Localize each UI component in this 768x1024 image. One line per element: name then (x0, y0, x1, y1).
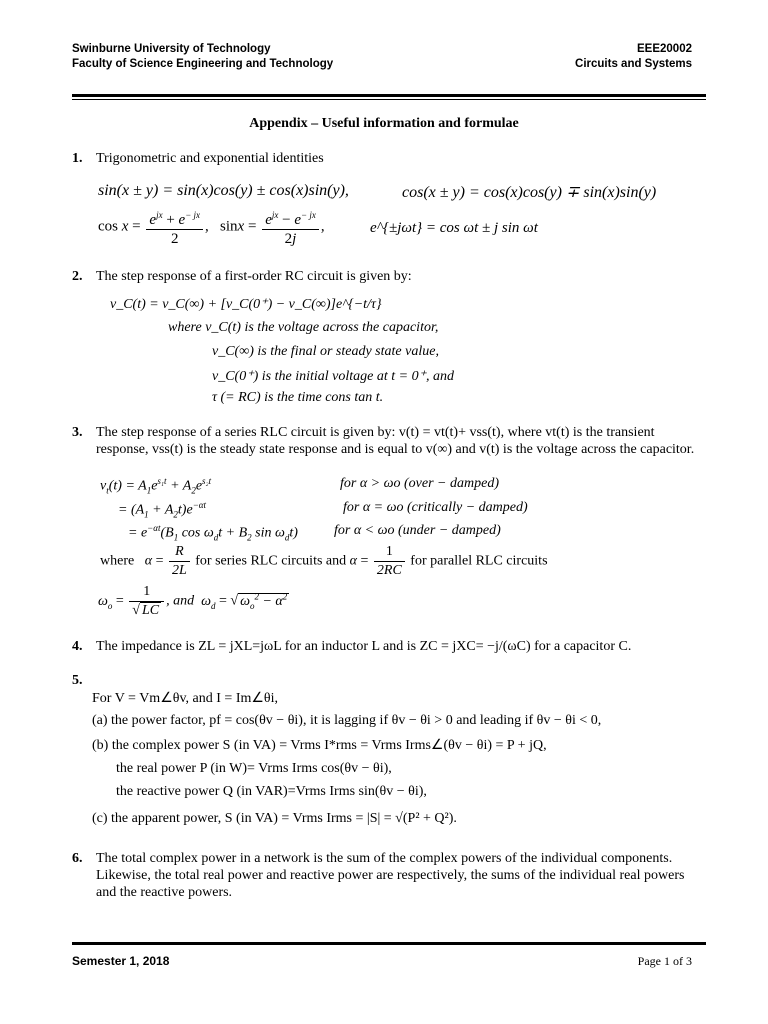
euler-fractions: cos x = $\frac{e^{jx} + e^{- jx}}{2}$ , sinx = $\frac{e^{jx} - e^{- jx}}{2j}$ , (98, 206, 325, 248)
rc-where-3: v_C(0⁺) is the initial voltage at t = 0⁺, and (212, 369, 454, 384)
rc-where-4: τ (= RC) is the time cons tan t. (212, 390, 384, 405)
section-number: 3. (72, 425, 83, 440)
header-rule (72, 94, 706, 97)
footer-rule (72, 942, 706, 945)
power-line-1: For V = Vm∠θv, and I = Im∠θi, (92, 691, 279, 706)
unit-code: EEE20002 (637, 43, 692, 55)
section-6 (72, 850, 706, 901)
rc-step-equation: v_C(t) = v_C(∞) + [v_C(0⁺) − v_C(∞)]e^{−t/τ} (110, 297, 382, 312)
series-label: for series RLC circuits and (195, 553, 347, 569)
rlc-eq-2: = $(A_1 + A_2t)e^{-\alpha t}$ (118, 500, 206, 520)
alpha-definitions: where α = $\frac{R}{2L}$ for series RLC circuits and α = $\frac{1}{2RC}$ for parallel RLC circuits (100, 544, 548, 578)
section-text: The impedance is ZL = jXL=jωL for an inductor L and is ZC = jXC= −j/(ωC) for a capacitor C. (96, 639, 632, 654)
section-3 (72, 424, 706, 458)
header-rule-thin (72, 99, 706, 100)
rlc-eq-1: $v_t(t) = A_1e^{s_1t} + A_2e^{s_2t}$ (100, 476, 212, 496)
section-number: 1. (72, 151, 83, 166)
page-title: Appendix – Useful information and formulae (249, 116, 519, 131)
section-number: 6. (72, 851, 83, 866)
page-number: Page 1 of 3 (637, 954, 692, 968)
section-heading: Trigonometric and exponential identities (96, 151, 324, 166)
parallel-label: for parallel RLC circuits (410, 553, 548, 569)
rlc-condition-3: for α < ωo (under − damped) (334, 523, 501, 538)
rlc-condition-2: for α = ωo (critically − damped) (343, 500, 528, 515)
sin-identity: sin(x ± y) = sin(x)cos(y) ± cos(x)sin(y), (98, 182, 349, 199)
cos-identity: cos(x ± y) = cos(x)cos(y) ∓ sin(x)sin(y) (402, 184, 657, 201)
section-text: The total complex power in a network is the sum of the complex powers of the individual components. Likewise, the total real power and reactive power are respectively, the sums of the individual real powers and the reactive powers. (96, 851, 685, 900)
and-label: , and (166, 593, 195, 609)
faculty-name: Faculty of Science Engineering and Technology (72, 58, 334, 70)
omega-definitions: $\omega_o$ = $\frac{1}{√ LC}$ , and $\omega_d$ = √ $\omega_o^2 - \alpha^2$ (98, 584, 288, 618)
reactive-power-line: the reactive power Q (in VAR)=Vrms Irms sin(θv − θi), (116, 784, 427, 799)
semester-label: Semester 1, 2018 (72, 954, 170, 968)
complex-power-line: (b) the complex power S (in VA) = Vrms I*rms = Vrms Irms∠(θv − θi) = P + jQ, (92, 738, 547, 753)
page-header (72, 42, 692, 72)
university-name: Swinburne University of Technology (72, 43, 271, 55)
section-number: 5. (72, 673, 83, 688)
section-2 (72, 268, 706, 285)
real-power-line: the real power P (in W)= Vrms Irms cos(θv − θi), (116, 761, 392, 776)
page-footer (72, 954, 692, 969)
section-number: 4. (72, 639, 83, 654)
euler-identity: e^{±jωt} = cos ωt ± j sin ωt (370, 220, 538, 236)
section-text: The step response of a first-order RC circuit is given by: (96, 269, 412, 284)
rlc-condition-1: for α > ωo (over − damped) (340, 476, 499, 491)
rc-where-1: where v_C(t) is the voltage across the capacitor, (168, 320, 439, 335)
section-number: 2. (72, 269, 83, 284)
section-1 (72, 150, 706, 167)
apparent-power-line: (c) the apparent power, S (in VA) = Vrms Irms = |S| = √(P² + Q²). (92, 811, 457, 826)
power-factor-line: (a) the power factor, pf = cos(θv − θi), it is lagging if θv − θi > 0 and leading if θv − θi < 0, (92, 713, 602, 728)
unit-name: Circuits and Systems (575, 58, 692, 70)
rlc-eq-3: = $e^{-\alpha t}(B_1$ $\cos \omega_dt + B_2$ $\sin \omega_dt$) (128, 523, 298, 543)
section-4 (72, 638, 706, 655)
section-text: The step response of a series RLC circuit is given by: v(t) = vt(t)+ vss(t), where vt(t) is the transient response, vss(t) is the steady state response and is equal to v(∞) and v(t) is the voltage across the capacitor. (96, 425, 695, 457)
rc-where-2: v_C(∞) is the final or steady state value, (212, 344, 439, 359)
where-label: where (100, 553, 135, 569)
